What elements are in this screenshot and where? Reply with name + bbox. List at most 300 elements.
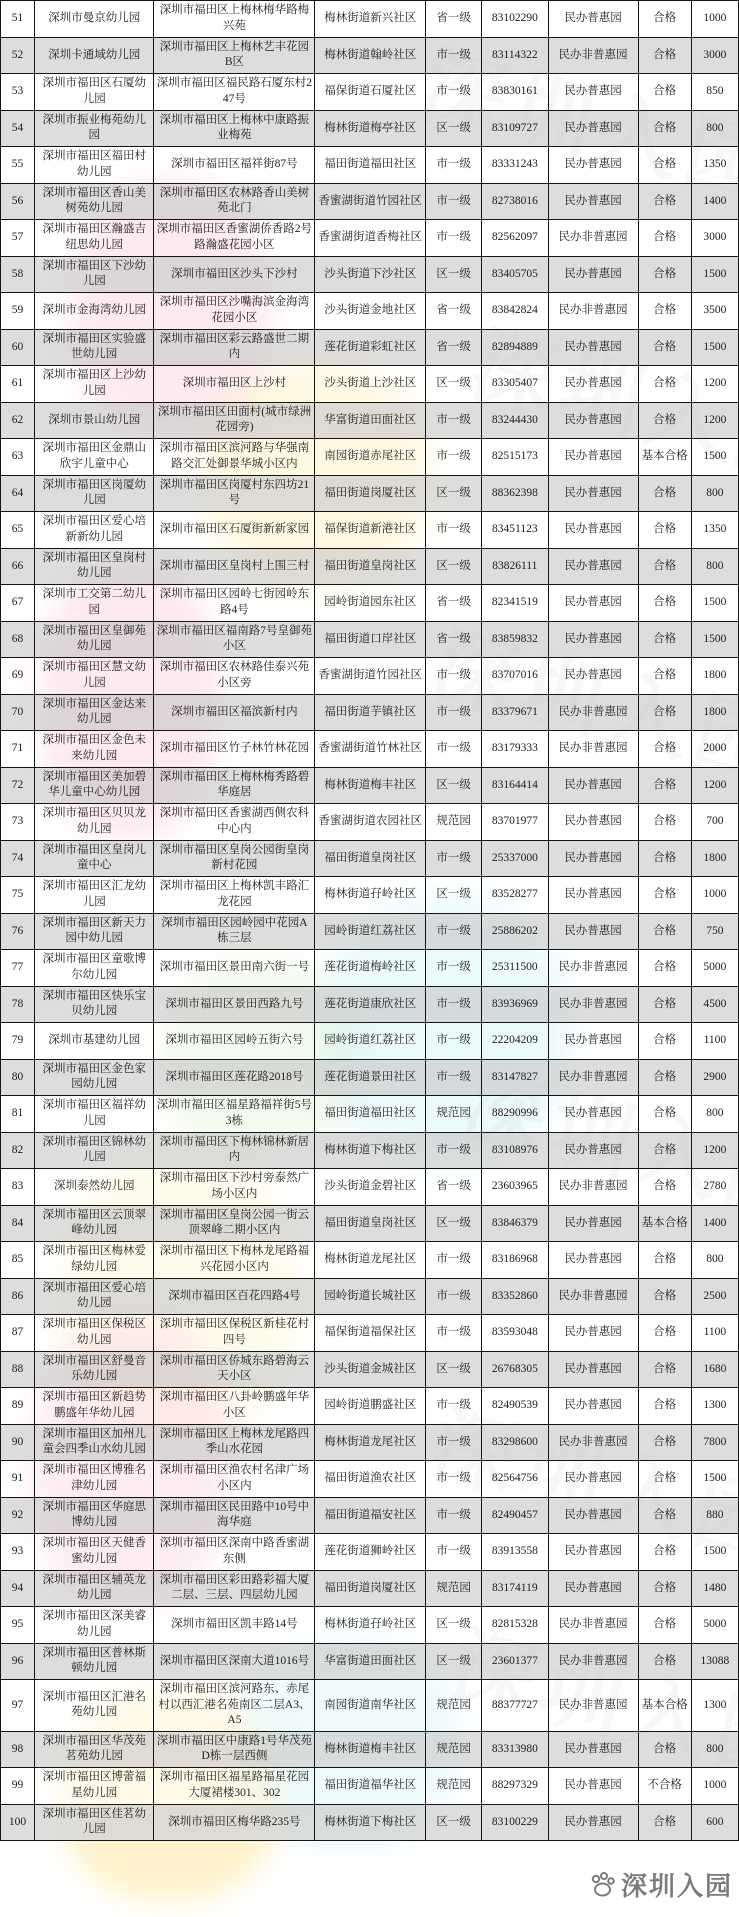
- table-row: [1, 329, 739, 366]
- cell-community: 沙头街道下沙社区: [315, 256, 426, 293]
- cell-kindergarten-name: 深圳市福田区舒曼音乐幼儿园: [34, 1351, 154, 1388]
- cell-fee: 800: [691, 1731, 738, 1768]
- cell-community: 梅林街道新兴社区: [315, 1, 426, 38]
- cell-phone: 82341519: [482, 585, 548, 622]
- cell-school-type: 民办普惠园: [548, 256, 638, 293]
- cell-fee: 1680: [691, 1351, 738, 1388]
- cell-row-number: 70: [1, 694, 35, 731]
- cell-fee: 2900: [691, 1059, 738, 1096]
- cell-fee: 3500: [691, 293, 738, 330]
- cell-grade-level: 省一级: [426, 1, 482, 38]
- cell-address: 深圳市福田区福星路福星花园大厦裙楼301、302: [154, 1768, 315, 1805]
- cell-inspection-result: 合格: [638, 366, 691, 403]
- cell-phone: 83102290: [482, 1, 548, 38]
- cell-grade-level: 规范园: [426, 1096, 482, 1133]
- cell-kindergarten-name: 深圳市福田区石厦幼儿园: [34, 74, 154, 111]
- cell-inspection-result: 合格: [638, 1132, 691, 1169]
- table-row: [1, 1132, 739, 1169]
- cell-school-type: 民办普惠园: [548, 1804, 638, 1841]
- cell-school-type: 民办普惠园: [548, 840, 638, 877]
- cell-school-type: 民办普惠园: [548, 329, 638, 366]
- cell-kindergarten-name: 深圳市福田区佳茗幼儿园: [34, 1804, 154, 1841]
- cell-kindergarten-name: 深圳市福田区慧文幼儿园: [34, 658, 154, 695]
- cell-row-number: 95: [1, 1607, 35, 1644]
- cell-grade-level: 区一级: [426, 767, 482, 804]
- cell-address: 深圳市福田区彩云路盛世二期内: [154, 329, 315, 366]
- cell-grade-level: 区一级: [426, 1607, 482, 1644]
- cell-school-type: 民办普惠园: [548, 439, 638, 476]
- cell-school-type: 民办普惠园: [548, 1497, 638, 1534]
- cell-inspection-result: 合格: [638, 621, 691, 658]
- cell-school-type: 民办非普惠园: [548, 1059, 638, 1096]
- cell-inspection-result: 合格: [638, 1570, 691, 1607]
- table-row: [1, 1643, 739, 1680]
- table-row: [1, 621, 739, 658]
- cell-grade-level: 市一级: [426, 1461, 482, 1498]
- cell-community: 华富街道田面社区: [315, 402, 426, 439]
- cell-school-type: 民办普惠园: [548, 1388, 638, 1425]
- cell-address: 深圳市福田区滨河路与华强南路交汇处御景华城小区内: [154, 439, 315, 476]
- cell-address: 深圳市福田区下梅林龙尾路福兴花园小区内: [154, 1242, 315, 1279]
- cell-phone: 83379671: [482, 694, 548, 731]
- cell-inspection-result: 合格: [638, 512, 691, 549]
- cell-phone: 83913558: [482, 1534, 548, 1571]
- cell-grade-level: 市一级: [426, 1242, 482, 1279]
- cell-row-number: 68: [1, 621, 35, 658]
- cell-community: 沙头街道金碧社区: [315, 1169, 426, 1206]
- cell-row-number: 97: [1, 1680, 35, 1732]
- cell-fee: 1500: [691, 1534, 738, 1571]
- cell-inspection-result: 合格: [638, 658, 691, 695]
- cell-phone: 83859832: [482, 621, 548, 658]
- cell-grade-level: 市一级: [426, 147, 482, 184]
- cell-row-number: 87: [1, 1315, 35, 1352]
- cell-community: 福田街道口岸社区: [315, 621, 426, 658]
- cell-school-type: 民办普惠园: [548, 658, 638, 695]
- cell-grade-level: 市一级: [426, 1059, 482, 1096]
- cell-kindergarten-name: 深圳市福田区美加碧华儿童中心幼儿园: [34, 767, 154, 804]
- cell-kindergarten-name: 深圳市福田区新天力园中幼儿园: [34, 913, 154, 950]
- cell-phone: 25311500: [482, 950, 548, 987]
- cell-row-number: 66: [1, 548, 35, 585]
- cell-kindergarten-name: 深圳市福田区香山美树苑幼儿园: [34, 183, 154, 220]
- cell-school-type: 民办非普惠园: [548, 1424, 638, 1461]
- cell-community: 莲花街道狮岭社区: [315, 1534, 426, 1571]
- cell-fee: 1200: [691, 767, 738, 804]
- cell-school-type: 民办非普惠园: [548, 293, 638, 330]
- table-row: [1, 1, 739, 38]
- cell-grade-level: 市一级: [426, 731, 482, 768]
- cell-row-number: 64: [1, 475, 35, 512]
- cell-row-number: 99: [1, 1768, 35, 1805]
- cell-school-type: 民办非普惠园: [548, 731, 638, 768]
- cell-community: 福田街道岗厦社区: [315, 475, 426, 512]
- cell-inspection-result: 合格: [638, 1169, 691, 1206]
- cell-kindergarten-name: 深圳市福田区金达来幼儿园: [34, 694, 154, 731]
- cell-phone: 83109727: [482, 110, 548, 147]
- cell-row-number: 52: [1, 37, 35, 74]
- cell-fee: 3000: [691, 37, 738, 74]
- cell-address: 深圳市福田区沙嘴海滨金海湾花园小区: [154, 293, 315, 330]
- cell-fee: 1200: [691, 1132, 738, 1169]
- cell-kindergarten-name: 深圳市福田区瀚盛吉纽思幼儿园: [34, 220, 154, 257]
- cell-phone: 83826111: [482, 548, 548, 585]
- cell-address: 深圳市福田区凯丰路14号: [154, 1607, 315, 1644]
- cell-school-type: 民办普惠园: [548, 1534, 638, 1571]
- cell-fee: 750: [691, 913, 738, 950]
- table-row: [1, 986, 739, 1023]
- cell-grade-level: 市一级: [426, 840, 482, 877]
- cell-phone: 83186968: [482, 1242, 548, 1279]
- cell-grade-level: 区一级: [426, 1643, 482, 1680]
- cell-grade-level: 省一级: [426, 1169, 482, 1206]
- cell-inspection-result: 合格: [638, 1, 691, 38]
- cell-inspection-result: 合格: [638, 1534, 691, 1571]
- cell-row-number: 92: [1, 1497, 35, 1534]
- cell-fee: 850: [691, 74, 738, 111]
- cell-phone: 83528277: [482, 877, 548, 914]
- cell-inspection-result: 合格: [638, 804, 691, 841]
- cell-grade-level: 市一级: [426, 1278, 482, 1315]
- cell-row-number: 85: [1, 1242, 35, 1279]
- cell-row-number: 58: [1, 256, 35, 293]
- cell-phone: 83352860: [482, 1278, 548, 1315]
- cell-inspection-result: 合格: [638, 147, 691, 184]
- cell-school-type: 民办普惠园: [548, 1731, 638, 1768]
- cell-kindergarten-name: 深圳市金海湾幼儿园: [34, 293, 154, 330]
- cell-inspection-result: 合格: [638, 1497, 691, 1534]
- cell-phone: 23603965: [482, 1169, 548, 1206]
- table-row: [1, 1315, 739, 1352]
- cell-phone: 82490539: [482, 1388, 548, 1425]
- cell-grade-level: 规范园: [426, 1731, 482, 1768]
- table-row: [1, 840, 739, 877]
- cell-fee: 1500: [691, 439, 738, 476]
- cell-row-number: 65: [1, 512, 35, 549]
- cell-row-number: 62: [1, 402, 35, 439]
- cell-address: 深圳市福田区侨城东路碧海云天小区: [154, 1351, 315, 1388]
- cell-kindergarten-name: 深圳市福田区普林斯顿幼儿园: [34, 1643, 154, 1680]
- cell-inspection-result: 合格: [638, 913, 691, 950]
- cell-school-type: 民办非普惠园: [548, 1169, 638, 1206]
- cell-school-type: 民办普惠园: [548, 183, 638, 220]
- cell-grade-level: 市一级: [426, 913, 482, 950]
- table-row: [1, 1205, 739, 1242]
- cell-row-number: 76: [1, 913, 35, 950]
- table-row: [1, 877, 739, 914]
- cell-grade-level: 区一级: [426, 366, 482, 403]
- cell-address: 深圳市福田区梅华路235号: [154, 1804, 315, 1841]
- cell-kindergarten-name: 深圳市福田区汇港名苑幼儿园: [34, 1680, 154, 1732]
- table-row: [1, 585, 739, 622]
- cell-kindergarten-name: 深圳市福田区汇龙幼儿园: [34, 877, 154, 914]
- table-row: [1, 1607, 739, 1644]
- cell-inspection-result: 合格: [638, 767, 691, 804]
- cell-kindergarten-name: 深圳市福田区博雅名津幼儿园: [34, 1461, 154, 1498]
- cell-phone: 82515173: [482, 439, 548, 476]
- table-row: [1, 439, 739, 476]
- cell-inspection-result: 基本合格: [638, 1205, 691, 1242]
- table-row: [1, 731, 739, 768]
- cell-community: 园岭街道长城社区: [315, 1278, 426, 1315]
- cell-grade-level: 市一级: [426, 1132, 482, 1169]
- cell-school-type: 民办非普惠园: [548, 1643, 638, 1680]
- cell-school-type: 民办非普惠园: [548, 1278, 638, 1315]
- cell-phone: 83108976: [482, 1132, 548, 1169]
- table-row: [1, 1731, 739, 1768]
- cell-address: 深圳市福田区上沙村: [154, 366, 315, 403]
- cell-grade-level: 区一级: [426, 1351, 482, 1388]
- cell-fee: 2780: [691, 1169, 738, 1206]
- cell-inspection-result: 合格: [638, 1643, 691, 1680]
- cell-community: 沙头街道金城社区: [315, 1351, 426, 1388]
- cell-phone: 83707016: [482, 658, 548, 695]
- cell-phone: 83100229: [482, 1804, 548, 1841]
- cell-row-number: 61: [1, 366, 35, 403]
- cell-school-type: 民办普惠园: [548, 1096, 638, 1133]
- cell-inspection-result: 合格: [638, 74, 691, 111]
- table-row: [1, 402, 739, 439]
- cell-school-type: 民办普惠园: [548, 1, 638, 38]
- cell-grade-level: 市一级: [426, 183, 482, 220]
- cell-phone: 88290996: [482, 1096, 548, 1133]
- cell-address: 深圳市福田区农林路香山美树苑北门: [154, 183, 315, 220]
- cell-fee: 1500: [691, 585, 738, 622]
- cell-row-number: 88: [1, 1351, 35, 1388]
- cell-community: 南园街道南华社区: [315, 1680, 426, 1732]
- cell-community: 梅林街道龙尾社区: [315, 1424, 426, 1461]
- cell-kindergarten-name: 深圳市福田区下沙幼儿园: [34, 256, 154, 293]
- cell-fee: 5000: [691, 1607, 738, 1644]
- table-row: [1, 512, 739, 549]
- cell-phone: 83179333: [482, 731, 548, 768]
- cell-school-type: 民办普惠园: [548, 1768, 638, 1805]
- cell-community: 园岭街道红荔社区: [315, 1023, 426, 1060]
- cell-school-type: 民办普惠园: [548, 366, 638, 403]
- cell-school-type: 民办普惠园: [548, 1570, 638, 1607]
- cell-school-type: 民办普惠园: [548, 621, 638, 658]
- cell-kindergarten-name: 深圳市福田区金鼎山欣宇儿童中心: [34, 439, 154, 476]
- cell-school-type: 民办普惠园: [548, 548, 638, 585]
- cell-kindergarten-name: 深圳市福田区皇岗村幼儿园: [34, 548, 154, 585]
- cell-row-number: 57: [1, 220, 35, 257]
- cell-row-number: 56: [1, 183, 35, 220]
- table-row: [1, 256, 739, 293]
- cell-grade-level: 市一级: [426, 986, 482, 1023]
- cell-phone: 82564756: [482, 1461, 548, 1498]
- cell-school-type: 民办普惠园: [548, 1461, 638, 1498]
- cell-phone: 25337000: [482, 840, 548, 877]
- table-row: [1, 950, 739, 987]
- cell-inspection-result: 合格: [638, 1461, 691, 1498]
- cell-fee: 1000: [691, 1, 738, 38]
- cell-community: 福田街道福田社区: [315, 147, 426, 184]
- cell-grade-level: 省一级: [426, 329, 482, 366]
- cell-fee: 1300: [691, 1680, 738, 1732]
- cell-phone: 23601377: [482, 1643, 548, 1680]
- cell-school-type: 民办非普惠园: [548, 37, 638, 74]
- cell-fee: 1400: [691, 1205, 738, 1242]
- cell-school-type: 民办普惠园: [548, 1315, 638, 1352]
- cell-kindergarten-name: 深圳市福田区博蕾福星幼儿园: [34, 1768, 154, 1805]
- cell-kindergarten-name: 深圳市福田区金色家园幼儿园: [34, 1059, 154, 1096]
- cell-inspection-result: 合格: [638, 585, 691, 622]
- cell-community: 梅林街道下梅社区: [315, 1132, 426, 1169]
- cell-address: 深圳市福田区福南路7号皇御苑小区: [154, 621, 315, 658]
- cell-kindergarten-name: 深圳泰然幼儿园: [34, 1169, 154, 1206]
- cell-inspection-result: 合格: [638, 1424, 691, 1461]
- cell-inspection-result: 合格: [638, 1388, 691, 1425]
- cell-grade-level: 区一级: [426, 1804, 482, 1841]
- cell-address: 深圳市福田区农林路佳泰兴苑小区旁: [154, 658, 315, 695]
- cell-community: 福田街道皇岗社区: [315, 548, 426, 585]
- cell-kindergarten-name: 深圳市基建幼儿园: [34, 1023, 154, 1060]
- cell-community: 沙头街道上沙社区: [315, 366, 426, 403]
- cell-community: 福保街道新港社区: [315, 512, 426, 549]
- cell-school-type: 民办普惠园: [548, 1023, 638, 1060]
- cell-inspection-result: 基本合格: [638, 1680, 691, 1732]
- table-row: [1, 1059, 739, 1096]
- cell-kindergarten-name: 深圳市福田区上沙幼儿园: [34, 366, 154, 403]
- cell-inspection-result: 合格: [638, 1242, 691, 1279]
- cell-community: 梅林街道孖岭社区: [315, 877, 426, 914]
- cell-address: 深圳市福田区上梅林梅秀路碧华庭居: [154, 767, 315, 804]
- table-row: [1, 1534, 739, 1571]
- cell-community: 园岭街道红荔社区: [315, 913, 426, 950]
- cell-phone: 82490457: [482, 1497, 548, 1534]
- cell-row-number: 82: [1, 1132, 35, 1169]
- cell-phone: 83305407: [482, 366, 548, 403]
- cell-grade-level: 市一级: [426, 1424, 482, 1461]
- cell-phone: 25886202: [482, 913, 548, 950]
- cell-community: 沙头街道金地社区: [315, 293, 426, 330]
- cell-community: 园岭街道鹏盛社区: [315, 1388, 426, 1425]
- cell-school-type: 民办普惠园: [548, 1205, 638, 1242]
- cell-grade-level: 规范园: [426, 804, 482, 841]
- cell-grade-level: 省一级: [426, 621, 482, 658]
- cell-address: 深圳市福田区沙头下沙村: [154, 256, 315, 293]
- cell-fee: 800: [691, 1242, 738, 1279]
- cell-inspection-result: 合格: [638, 1804, 691, 1841]
- cell-row-number: 55: [1, 147, 35, 184]
- cell-school-type: 民办普惠园: [548, 512, 638, 549]
- table-row: [1, 1278, 739, 1315]
- cell-fee: 800: [691, 110, 738, 147]
- cell-row-number: 98: [1, 1731, 35, 1768]
- table-row: [1, 74, 739, 111]
- cell-address: 深圳市福田区上梅林梅华路梅兴苑: [154, 1, 315, 38]
- cell-phone: 88362398: [482, 475, 548, 512]
- cell-phone: 83164414: [482, 767, 548, 804]
- cell-address: 深圳市福田区园岭五街六号: [154, 1023, 315, 1060]
- cell-kindergarten-name: 深圳市福田区新趋势鹏盛年华幼儿园: [34, 1388, 154, 1425]
- cell-fee: 1500: [691, 329, 738, 366]
- table-row: [1, 1570, 739, 1607]
- cell-inspection-result: 合格: [638, 329, 691, 366]
- cell-kindergarten-name: 深圳市福田区加州儿童会四季山水幼儿园: [34, 1424, 154, 1461]
- table-row: [1, 767, 739, 804]
- cell-community: 福田街道芋镇社区: [315, 694, 426, 731]
- cell-community: 梅林街道梅亭社区: [315, 110, 426, 147]
- cell-grade-level: 规范园: [426, 1680, 482, 1732]
- cell-community: 莲花街道彩虹社区: [315, 329, 426, 366]
- cell-school-type: 民办非普惠园: [548, 1607, 638, 1644]
- cell-address: 深圳市福田区上梅林龙尾路四季山水花园: [154, 1424, 315, 1461]
- cell-address: 深圳市福田区上梅林艺丰花园B区: [154, 37, 315, 74]
- cell-phone: 83936969: [482, 986, 548, 1023]
- cell-phone: 83593048: [482, 1315, 548, 1352]
- cell-school-type: 民办普惠园: [548, 877, 638, 914]
- cell-grade-level: 市一级: [426, 1534, 482, 1571]
- cell-kindergarten-name: 深圳市福田区爱心培新新幼儿园: [34, 512, 154, 549]
- cell-school-type: 民办非普惠园: [548, 1680, 638, 1732]
- cell-community: 香蜜湖街道竹林社区: [315, 731, 426, 768]
- cell-address: 深圳市福田区皇岗村上围三村: [154, 548, 315, 585]
- cell-phone: 82894889: [482, 329, 548, 366]
- cell-row-number: 67: [1, 585, 35, 622]
- cell-community: 福田街道渔农社区: [315, 1461, 426, 1498]
- cell-grade-level: 市一级: [426, 402, 482, 439]
- cell-phone: 22204209: [482, 1023, 548, 1060]
- cell-inspection-result: 合格: [638, 220, 691, 257]
- cell-school-type: 民办普惠园: [548, 1132, 638, 1169]
- table-row: [1, 804, 739, 841]
- cell-grade-level: 市一级: [426, 1497, 482, 1534]
- cell-school-type: 民办普惠园: [548, 767, 638, 804]
- table-row: [1, 110, 739, 147]
- cell-row-number: 74: [1, 840, 35, 877]
- cell-row-number: 84: [1, 1205, 35, 1242]
- cell-community: 南园街道赤尾社区: [315, 439, 426, 476]
- cell-school-type: 民办普惠园: [548, 110, 638, 147]
- cell-community: 福保街道石厦社区: [315, 74, 426, 111]
- cell-kindergarten-name: 深圳市福田区福祥幼儿园: [34, 1096, 154, 1133]
- cell-address: 深圳市福田区滨河路东、赤尾村以西汇港名苑南区二层A3、A5: [154, 1680, 315, 1732]
- cell-row-number: 75: [1, 877, 35, 914]
- cell-row-number: 69: [1, 658, 35, 695]
- table-row: [1, 1768, 739, 1805]
- cell-address: 深圳市福田区福祥街87号: [154, 147, 315, 184]
- cell-community: 莲花街道景田社区: [315, 1059, 426, 1096]
- cell-school-type: 民办非普惠园: [548, 694, 638, 731]
- cell-phone: 82562097: [482, 220, 548, 257]
- cell-school-type: 民办普惠园: [548, 1242, 638, 1279]
- table-row: [1, 1242, 739, 1279]
- cell-row-number: 78: [1, 986, 35, 1023]
- cell-phone: 83313980: [482, 1731, 548, 1768]
- table-row: [1, 548, 739, 585]
- cell-inspection-result: 合格: [638, 1351, 691, 1388]
- cell-address: 深圳市福田区园岭园中花园A栋三层: [154, 913, 315, 950]
- cell-kindergarten-name: 深圳市福田区爱心培幼儿园: [34, 1278, 154, 1315]
- cell-grade-level: 市一级: [426, 37, 482, 74]
- cell-grade-level: 市一级: [426, 658, 482, 695]
- cell-grade-level: 区一级: [426, 1205, 482, 1242]
- cell-inspection-result: 合格: [638, 1315, 691, 1352]
- cell-address: 深圳市福田区石厦街新新家园: [154, 512, 315, 549]
- cell-inspection-result: 合格: [638, 950, 691, 987]
- cell-inspection-result: 合格: [638, 1096, 691, 1133]
- cell-grade-level: 区一级: [426, 475, 482, 512]
- cell-grade-level: 市一级: [426, 439, 482, 476]
- cell-address: 深圳市福田区景田西路九号: [154, 986, 315, 1023]
- cell-kindergarten-name: 深圳市福田区皇岗儿童中心: [34, 840, 154, 877]
- cell-school-type: 民办普惠园: [548, 804, 638, 841]
- cell-inspection-result: 合格: [638, 293, 691, 330]
- cell-kindergarten-name: 深圳市福田区福田村幼儿园: [34, 147, 154, 184]
- cell-phone: 82815328: [482, 1607, 548, 1644]
- cell-inspection-result: 合格: [638, 183, 691, 220]
